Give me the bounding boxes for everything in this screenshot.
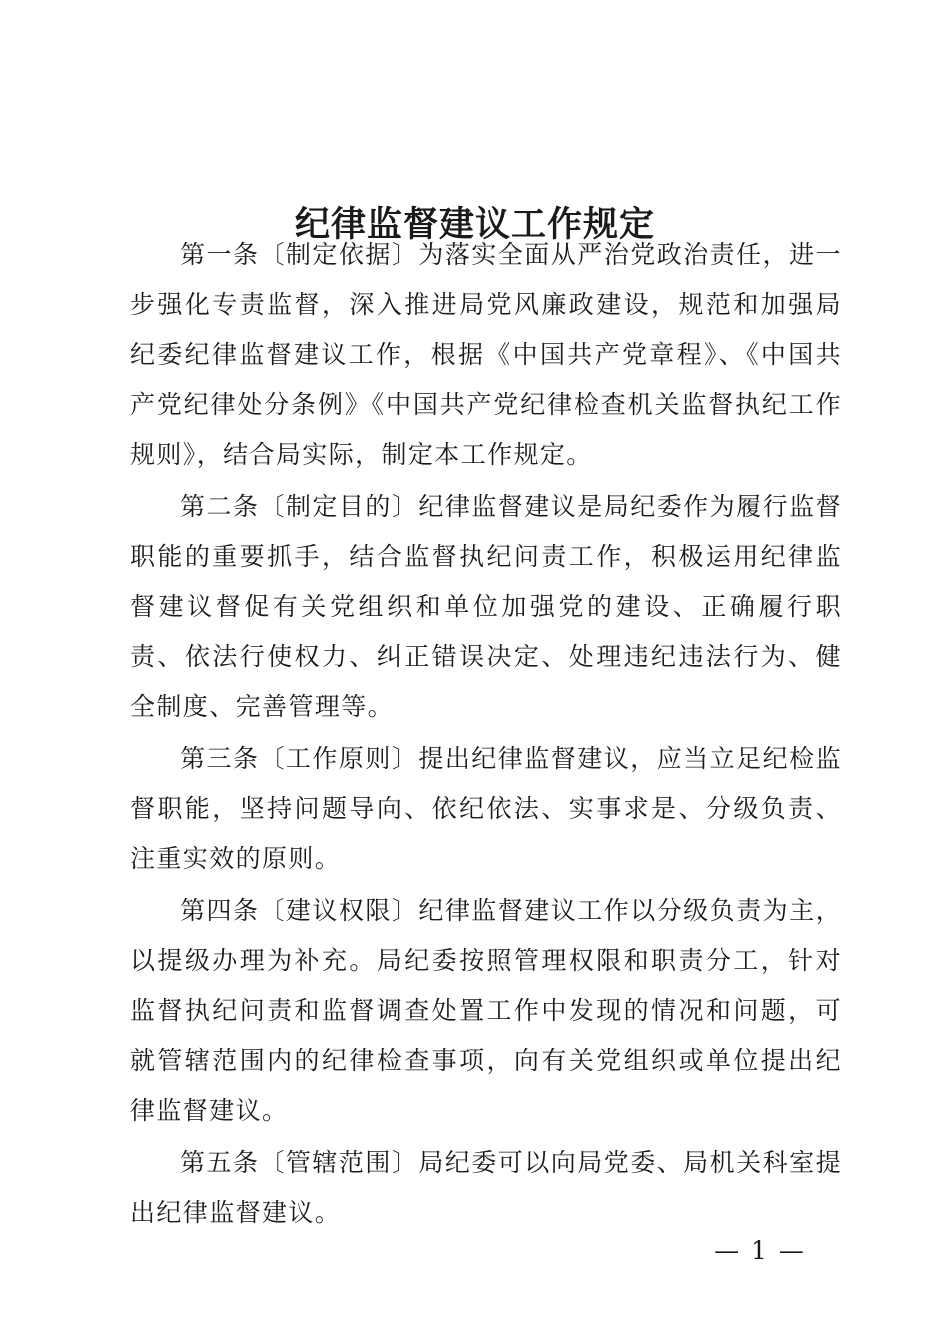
- page-number: — 1 —: [714, 1236, 806, 1265]
- article-4: 第四条〔建议权限〕纪律监督建议工作以分级负责为主，以提级办理为补充。局纪委按照管理权限和职责分工，针对监督执纪问责和监督调查处置工作中发现的情况和问题，可就管辖范围内的纪律检查事项，向有关党组织或单位提出纪律监督建议。: [130, 896, 842, 1125]
- article-1: 第一条〔制定依据〕为落实全面从严治党政治责任，进一步强化专责监督，深入推进局党风廉政建设，规范和加强局纪委纪律监督建议工作，根据《中国共产党章程》、《中国共产党纪律处分条例》《中国共产党纪律检查机关监督执纪工作规则》，结合局实际，制定本工作规定。: [130, 240, 842, 469]
- document-title: 纪律监督建议工作规定: [294, 204, 655, 246]
- document-body: [130, 230, 842, 1238]
- article-5: 第五条〔管辖范围〕局纪委可以向局党委、局机关科室提出纪律监督建议。: [130, 1148, 842, 1227]
- article-3: 第三条〔工作原则〕提出纪律监督建议，应当立足纪检监督职能，坚持问题导向、依纪依法、实事求是、分级负责、注重实效的原则。: [130, 744, 842, 873]
- article-2: 第二条〔制定目的〕纪律监督建议是局纪委作为履行监督职能的重要抓手，结合监督执纪问责工作，积极运用纪律监督建议督促有关党组织和单位加强党的建设、正确履行职责、依法行使权力、纠正错误决定、处理违纪违法行为、健全制度、完善管理等。: [130, 492, 842, 721]
